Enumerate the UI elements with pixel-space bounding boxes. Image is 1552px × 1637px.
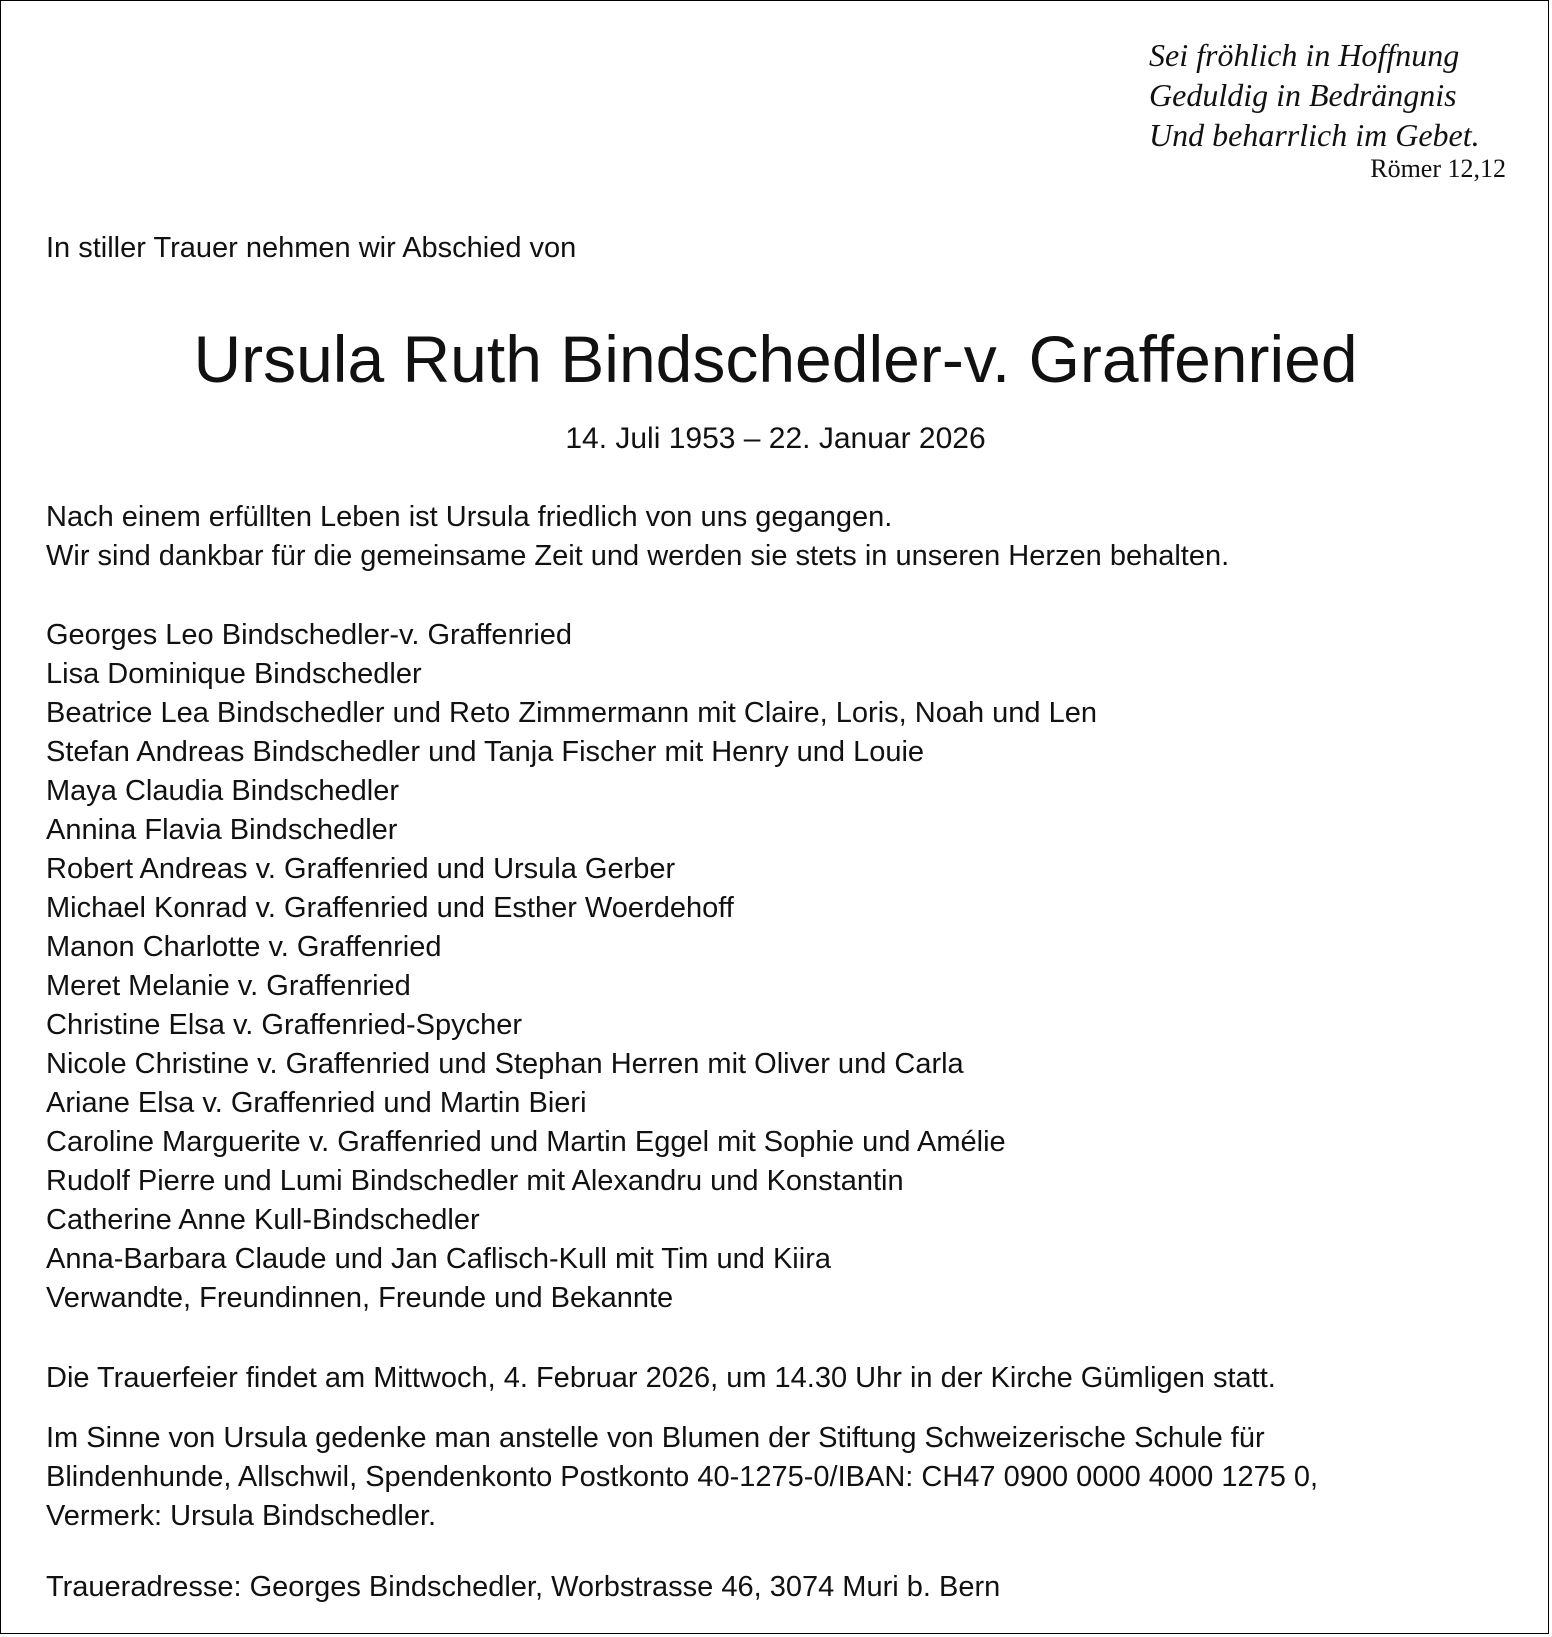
- mourner-entry: Manon Charlotte v. Graffenried: [46, 931, 442, 963]
- message-line: Nach einem erfüllten Leben ist Ursula friedlich von uns gegangen.: [46, 501, 893, 533]
- mourner-entry: Michael Konrad v. Graffenried und Esther Woerdehoff: [46, 892, 734, 924]
- verse-reference: Römer 12,12: [1370, 154, 1506, 183]
- mourner-entry: Caroline Marguerite v. Graffenried und Martin Eggel mit Sophie und Amélie: [46, 1126, 1006, 1158]
- donation-line: Blindenhunde, Allschwil, Spendenkonto Postkonto 40-1275-0/IBAN: CH47 0900 0000 4000 1275 0,: [46, 1461, 1319, 1493]
- farewell-message: [46, 498, 1229, 576]
- mourner-entry: Nicole Christine v. Graffenried und Stephan Herren mit Oliver und Carla: [46, 1048, 964, 1080]
- mourner-entry: Anna-Barbara Claude und Jan Caflisch-Kull mit Tim und Kiira: [46, 1243, 831, 1275]
- mourner-entry: Maya Claudia Bindschedler: [46, 775, 400, 807]
- mourners-list: [46, 616, 1097, 1318]
- mourner-entry: Catherine Anne Kull-Bindschedler: [46, 1204, 480, 1236]
- mourner-entry: Rudolf Pierre und Lumi Bindschedler mit Alexandru und Konstantin: [46, 1165, 904, 1197]
- mourner-entry: Verwandte, Freundinnen, Freunde und Bekannte: [46, 1282, 674, 1314]
- verse-line: Geduldig in Bedrängnis: [1149, 77, 1457, 113]
- mourner-entry: Stefan Andreas Bindschedler und Tanja Fischer mit Henry und Louie: [46, 736, 925, 768]
- mourner-entry: Annina Flavia Bindschedler: [46, 814, 398, 846]
- funeral-service-info: Die Trauerfeier findet am Mittwoch, 4. Februar 2026, um 14.30 Uhr in der Kirche Gümligen statt.: [46, 1362, 1276, 1394]
- donation-info: [46, 1419, 1318, 1536]
- mourning-address: Traueradresse: Georges Bindschedler, Worbstrasse 46, 3074 Muri b. Bern: [46, 1571, 1001, 1603]
- life-dates: 14. Juli 1953 – 22. Januar 2026: [565, 422, 986, 455]
- verse-line: Und beharrlich im Gebet.: [1149, 117, 1480, 153]
- donation-line: Vermerk: Ursula Bindschedler.: [46, 1500, 437, 1532]
- mourner-entry: Ariane Elsa v. Graffenried und Martin Bieri: [46, 1087, 587, 1119]
- mourner-entry: Meret Melanie v. Graffenried: [46, 970, 411, 1002]
- mourner-entry: Robert Andreas v. Graffenried und Ursula Gerber: [46, 853, 676, 885]
- message-line: Wir sind dankbar für die gemeinsame Zeit und werden sie stets in unseren Herzen behalten.: [46, 540, 1230, 572]
- mourner-entry: Georges Leo Bindschedler-v. Graffenried: [46, 619, 573, 651]
- donation-line: Im Sinne von Ursula gedenke man anstelle von Blumen der Stiftung Schweizerische Schule für: [46, 1422, 1265, 1454]
- intro-text: In stiller Trauer nehmen wir Abschied von: [46, 232, 577, 264]
- verse-line: Sei fröhlich in Hoffnung: [1149, 37, 1460, 73]
- mourner-entry: Lisa Dominique Bindschedler: [46, 658, 422, 690]
- bible-verse: [1149, 35, 1509, 155]
- mourner-entry: Beatrice Lea Bindschedler und Reto Zimmermann mit Claire, Loris, Noah und Len: [46, 697, 1097, 729]
- deceased-name: Ursula Ruth Bindschedler-v. Graffenried: [193, 322, 1358, 396]
- mourner-entry: Christine Elsa v. Graffenried-Spycher: [46, 1009, 523, 1041]
